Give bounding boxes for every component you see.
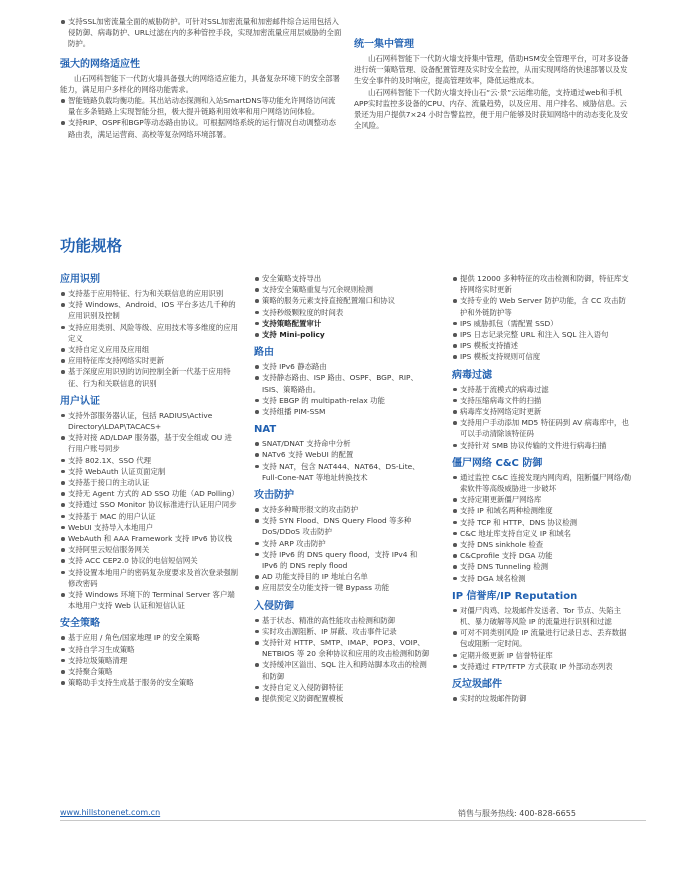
spec-item: 实时攻击源阻断、IP 屏蔽、攻击事件记录 [254,626,434,637]
spec-item: 支持 IP 和域名两种检测维度 [452,505,632,516]
spec-item: WebAuth 和 AAA Framework 支持 IPv6 协议栈 [60,533,238,544]
spec-item: 支持聚合策略 [60,666,238,677]
spec-item: 支持设置本地用户的密码复杂度要求及首次登录强制修改密码 [60,567,238,589]
central-management-paragraph: 山石网科智能下一代防火墙支持山石“云·景”云运维功能，支持通过web和手机APP实时监控多设备的CPU、内存、流量趋势，以及应用、用户排名、威胁信息。云景还为用户提供7×24 小时告警监控，便于用户能够及时获知网络中的动态变化及安全风险。 [354,87,628,131]
spec-item: 支持多种畸形报文的攻击防护 [254,504,434,515]
spec-item: 定期升级更新 IP 信誉特征库 [452,650,632,661]
spec-item: 支持 DNS sinkhole 检查 [452,539,632,550]
spec-item: 支持应用类别、风险等级、应用技术等多维度的应用定义 [60,322,238,344]
spec-item: 支持用户手动添加 MD5 特征码到 AV 病毒库中，也可以手动清除该特征码 [452,417,632,439]
spec-item: 基于深度应用识别的访问控制全新一代基于应用特征、行为和关联信息的识别 [60,366,238,388]
spec-item: C&Cprofile 支持 DGA 功能 [452,550,632,561]
section-title: 用户认证 [60,395,100,407]
spec-item: 支持 IPv6 静态路由 [254,361,434,372]
section-title: 反垃圾邮件 [452,679,502,691]
spec-item: 应用层安全功能支持一键 Bypass 功能 [254,582,434,593]
spec-item: 应用特征库支持网络实时更新 [60,355,238,366]
spec-item: 支持垃圾策略清理 [60,655,238,666]
section-title-central-management: 统一集中管理 [354,39,414,50]
spec-item: 基于应用 / 角色/国家地理 IP 的安全策略 [60,632,238,643]
network-adaptability-bullet: 支持RIP、OSPF和BGP等动态路由协议。可根据网络系统的运行情况自动调整动态路由表，满足运营商、高校等复杂网络环境部署。 [60,117,342,139]
section-title: IP 信誉库/IP Reputation [452,590,578,602]
spec-item: 支持 WebAuth 认证页面定制 [60,466,238,477]
spec-item: 支持 Windows、Android、IOS 平台多达几千种的应用识别及控制 [60,299,238,321]
spec-item: 支持专业的 Web Server 防护功能，含 CC 攻击防护和外链防护等 [452,295,632,317]
spec-item: 支持 DNS Tunneling 检测 [452,561,632,572]
spec-item: 支持基于应用特征、行为和关联信息的应用识别 [60,288,238,299]
spec-item: 支持 EBGP 的 multipath-relax 功能 [254,395,434,406]
spec-item: 支持策略配置审计 [254,318,434,329]
spec-item: 支持 ACC CEP2.0 协议的电信短信网关 [60,555,238,566]
website-link[interactable]: www.hillstonenet.com.cn [60,808,161,817]
spec-item: 支持自定义入侵防御特征 [254,682,434,693]
spec-item: 提供 12000 多种特征的攻击检测和防御，特征库支持网络实时更新 [452,273,632,295]
spec-item: 病毒库支持网络定时更新 [452,406,632,417]
page-heading: 功能规格 [60,237,123,255]
section-title: 入侵防御 [254,600,294,612]
spec-item: 支持基于接口的主动认证 [60,477,238,488]
spec-item: SNAT/DNAT 支持命中分析 [254,438,434,449]
spec-item: AD 功能支持目的 IP 地址白名单 [254,571,434,582]
spec-item: 通过监控 C&C 连接发现内网肉鸡，阻断僵尸网络/勒索软件等高级威胁进一步破坏 [452,472,632,494]
spec-item: 支持 IPv6 的 DNS query flood，支持 IPv4 和 IPv6 的 DNS reply flood [254,549,434,571]
spec-item: 支持定期更新僵尸网络库 [452,494,632,505]
section-title: NAT [254,424,277,436]
spec-item: 对僵尸肉鸡、垃圾邮件发送者、Tor 节点、失陷主机、暴力破解等风险 IP 的流量进行识别和过滤 [452,605,632,627]
spec-item: 支持静态路由、ISP 路由、OSPF、BGP、RIP、ISIS、策略路由。 [254,372,434,394]
section-title: 病毒过滤 [452,369,492,381]
spec-item: 支持 DGA 域名检测 [452,573,632,584]
spec-item: IPS 模板支持描述 [452,340,632,351]
spec-item: 支持 TCP 和 HTTP、DNS 协议检测 [452,517,632,528]
spec-item: C&C 地址库支持自定义 IP 和域名 [452,528,632,539]
footer-divider [60,820,646,821]
spec-item: 支持通过 FTP/TFTP 方式获取 IP 外部动态列表 [452,661,632,672]
spec-item: WebUI 支持导入本地用户 [60,522,238,533]
spec-item: 策略的服务元素支持直接配置端口和协议 [254,295,434,306]
spec-item: 支持针对 SMB 协议传输的文件进行病毒扫描 [452,440,632,451]
spec-item: 支持通过 SSO Monitor 协议标准进行认证用户同步 [60,499,238,510]
section-title: 应用识别 [60,274,100,285]
spec-item: 支持缓冲区溢出、SQL 注入和跨站脚本攻击的检测和防御 [254,659,434,681]
intro-right-column [354,38,632,131]
spec-item: 基于状态、精准的高性能攻击检测和防御 [254,615,434,626]
network-adaptability-bullet: 智能链路负载均衡功能。其出站动态探测和入站SmartDNS等功能允许网络访问流量在多条链路上实现智能分担，极大提升链路利用效率和用户网络访问体验。 [60,95,342,117]
spec-item: 支持安全策略重复与冗余规则检测 [254,284,434,295]
sales-hotline: 销售与服务热线: 400-828-6655 [458,809,576,818]
spec-item: 支持针对 HTTP、SMTP、IMAP、POP3、VOIP、NETBIOS 等 20 余种协议和应用的攻击检测和防御 [254,637,434,659]
spec-item: 支持无 Agent 方式的 AD SSO 功能（AD Polling） [60,488,238,499]
section-title-network-adaptability: 强大的网络适应性 [60,58,140,70]
spec-item: 安全策略支持导出 [254,273,434,284]
section-title: 路由 [254,347,274,359]
spec-item: 支持外部服务器认证，包括 RADIUS\Active Directory\LDAP\TACACS+ [60,410,238,432]
spec-item: 可对不同类别风险 IP 流量进行记录日志、丢弃数据包或阻断一定时间。 [452,627,632,649]
spec-column-3 [452,273,632,704]
spec-item: 支持 Mini-policy [254,329,434,340]
spec-item: IPS 威胁抓包（需配置 SSD） [452,318,632,329]
spec-item: IPS 模板支持规则可信度 [452,351,632,362]
section-title: 攻击防护 [254,490,294,502]
spec-item: 实时的垃圾邮件防御 [452,693,632,704]
central-management-paragraph: 山石网科智能下一代防火墙支持集中管理，借助HSM安全管理平台，可对多设备进行统一策略管理、设备配置管理及实时安全监控，从而实现网络的快速部署以及发生安全事件的及时响应，提高管理效率，降低运维成本。 [354,54,629,86]
spec-item: 支持基于流模式的病毒过滤 [452,384,632,395]
spec-column-2 [254,273,434,704]
spec-item: 支持 ARP 攻击防护 [254,538,434,549]
spec-item: 支持 802.1X、SSO 代理 [60,455,238,466]
section-title: 安全策略 [60,618,100,630]
spec-item: IPS 日志记录完整 URL 和注入 SQL 注入语句 [452,329,632,340]
section-title: 僵尸网络 C&C 防御 [452,457,543,469]
intro-left-column [60,16,342,140]
spec-item: 支持 NAT，包含 NAT444、NAT64、DS-Lite、Full-Cone-NAT 等地址转换技术 [254,461,434,483]
spec-item: NATv6 支持 WebUI 的配置 [254,449,434,460]
spec-item: 支持 Windows 环境下的 Terminal Server 客户端本地用户支持 Web 认证和短信认证 [60,589,238,611]
intro-bullet: 支持SSL加密流量全面的威胁防护。可针对SSL加密流量和加密邮件综合运用包括入侵防御、病毒防护、URL过滤在内的多种管控手段，实现加密流量应用层威胁的全面防护。 [60,16,342,50]
spec-item: 支持 SYN Flood、DNS Query Flood 等多种 DoS/DDoS 攻击防护 [254,515,434,537]
spec-item: 支持组播 PIM-SSM [254,406,434,417]
spec-item: 支持秒级颗粒度的时间表 [254,307,434,318]
spec-item: 提供预定义防御配置模板 [254,693,434,704]
spec-item: 策略助手支持生成基于服务的安全策略 [60,677,238,688]
spec-item: 支持基于 MAC 的用户认证 [60,511,238,522]
spec-item: 支持压缩病毒文件的扫描 [452,395,632,406]
spec-item: 支持阿里云短信服务网关 [60,544,238,555]
spec-item: 支持自学习生成策略 [60,644,238,655]
spec-item: 支持自定义应用及应用组 [60,344,238,355]
network-adaptability-paragraph: 山石网科智能下一代防火墙具备强大的网络适应能力，具备复杂环境下的安全部署能力，满足用户多样化的网络功能需求。 [60,73,341,94]
spec-item: 支持对接 AD/LDAP 服务器，基于安全组或 OU 进行用户账号同步 [60,432,238,454]
spec-column-1 [60,273,238,689]
